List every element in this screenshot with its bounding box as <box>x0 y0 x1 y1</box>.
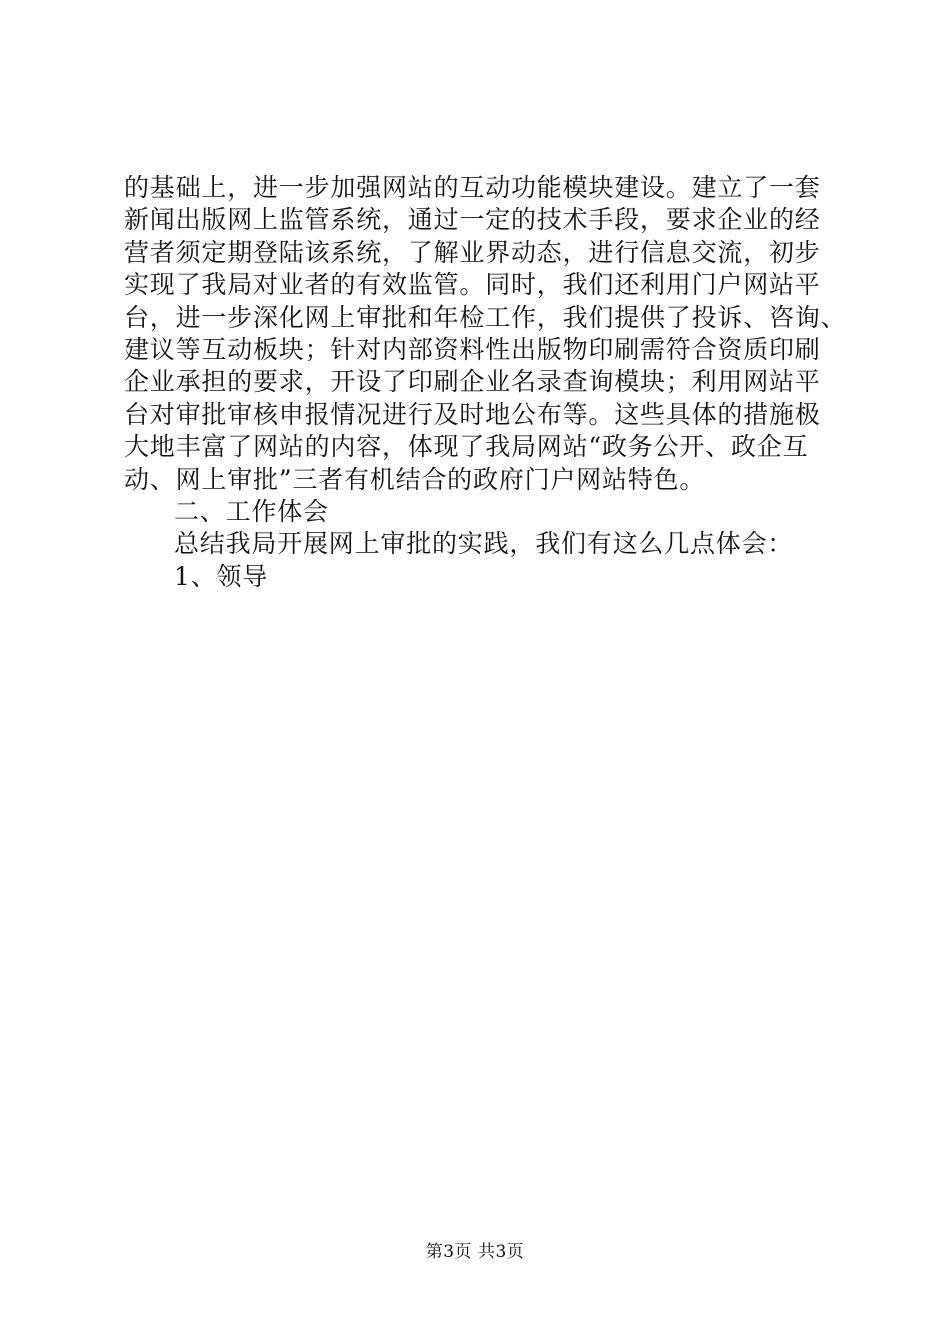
document-body <box>124 172 847 593</box>
paragraph-line-4: 实现了我局对业者的有效监管。同时，我们还利用门户网站平 <box>124 270 821 300</box>
paragraph-line-5: 台，进一步深化网上审批和年检工作，我们提供了投诉、咨询、 <box>124 302 847 332</box>
section-heading: 二、工作体会 <box>174 496 329 526</box>
paragraph-line-9: 大地丰富了网站的内容，体现了我局网站“政务公开、政企互 <box>124 432 809 462</box>
paragraph-line-2: 新闻出版网上监管系统，通过一定的技术手段，要求企业的经 <box>124 205 821 235</box>
list-item-leadership: 1、领导 <box>174 561 269 591</box>
page-footer: 第3页 共3页 <box>425 1242 525 1262</box>
paragraph-line-7: 企业承担的要求，开设了印刷企业名录查询模块；利用网站平 <box>124 367 821 397</box>
summary-line: 总结我局开展网上审批的实践，我们有这么几点体会： <box>174 529 794 559</box>
paragraph-line-10: 动、网上审批”三者有机结合的政府门户网站特色。 <box>124 464 706 494</box>
paragraph-line-8: 台对审批审核申报情况进行及时地公布等。这些具体的措施极 <box>124 399 821 429</box>
paragraph-line-6: 建议等互动板块；针对内部资料性出版物印刷需符合资质印刷 <box>124 334 821 364</box>
paragraph-line-1: 的基础上，进一步加强网站的互动功能模块建设。建立了一套 <box>124 173 821 202</box>
paragraph-line-3: 营者须定期登陆该系统，了解业界动态，进行信息交流，初步 <box>124 237 821 267</box>
